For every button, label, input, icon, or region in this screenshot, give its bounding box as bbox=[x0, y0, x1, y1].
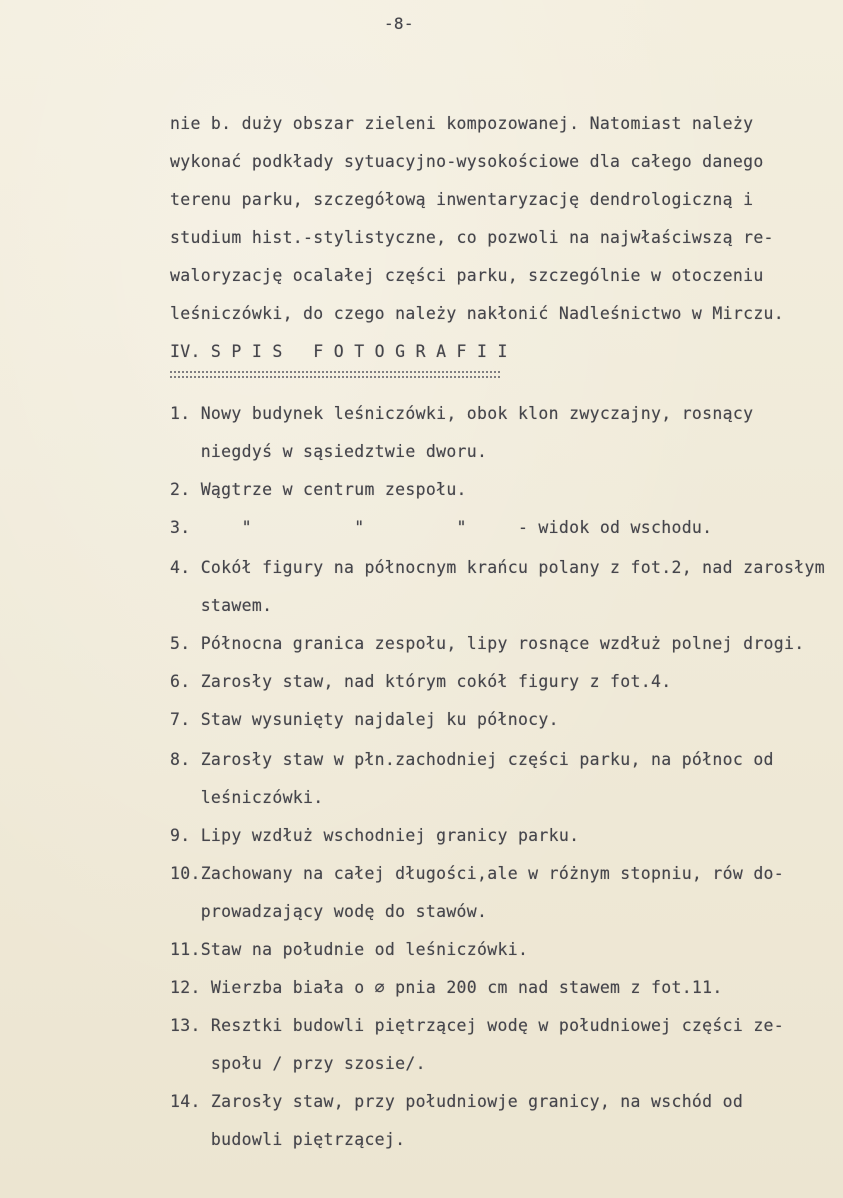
photo-list-item: 14. Zarosły staw, przy południowje granicy, na wschód od bbox=[170, 1092, 744, 1111]
photo-list-item: 9. Lipy wzdłuż wschodniej granicy parku. bbox=[170, 826, 580, 845]
photo-list-item-continuation: budowli piętrzącej. bbox=[170, 1130, 406, 1149]
paragraph-line: studium hist.-stylistyczne, co pozwoli na najwłaściwszą re- bbox=[170, 228, 774, 247]
paragraph-line: leśniczówki, do czego należy nakłonić Nadleśnictwo w Mirczu. bbox=[170, 304, 785, 323]
section-heading: IV. S P I S F O T O G R A F I I bbox=[170, 342, 508, 361]
paragraph-line: wykonać podkłady sytuacyjno-wysokościowe dla całego danego bbox=[170, 152, 764, 171]
paragraph-line: terenu parku, szczegółową inwentaryzację dendrologiczną i bbox=[170, 190, 754, 209]
photo-list-item: 4. Cokół figury na północnym krańcu polany z fot.2, nad zarosłym bbox=[170, 558, 825, 577]
photo-list-item: 3. " " " - widok od wschodu. bbox=[170, 518, 713, 537]
photo-list-item-continuation: prowadzający wodę do stawów. bbox=[170, 902, 488, 921]
photo-list-item: 2. Wągtrze w centrum zespołu. bbox=[170, 480, 467, 499]
photo-list-item: 8. Zarosły staw w płn.zachodniej części parku, na północ od bbox=[170, 750, 774, 769]
paragraph-line: nie b. duży obszar zieleni kompozowanej. Natomiast należy bbox=[170, 114, 754, 133]
photo-list-item: 5. Północna granica zespołu, lipy rosnące wzdłuż polnej drogi. bbox=[170, 634, 805, 653]
page-number: -8- bbox=[384, 14, 414, 33]
photo-list-item-continuation: społu / przy szosie/. bbox=[170, 1054, 426, 1073]
photo-list-item: 7. Staw wysunięty najdalej ku północy. bbox=[170, 710, 559, 729]
photo-list-item: 12. Wierzba biała o ∅ pnia 200 cm nad stawem z fot.11. bbox=[170, 978, 723, 997]
photo-list-item: 1. Nowy budynek leśniczówki, obok klon zwyczajny, rosnący bbox=[170, 404, 754, 423]
heading-underline bbox=[170, 371, 500, 373]
photo-list-item-continuation: stawem. bbox=[170, 596, 273, 615]
photo-list-item: 6. Zarosły staw, nad którym cokół figury z fot.4. bbox=[170, 672, 672, 691]
paragraph-line: waloryzację ocalałej części parku, szczególnie w otoczeniu bbox=[170, 266, 764, 285]
photo-list-item: 11.Staw na południe od leśniczówki. bbox=[170, 940, 529, 959]
heading-underline bbox=[170, 376, 500, 378]
photo-list-item-continuation: niegdyś w sąsiedztwie dworu. bbox=[170, 442, 488, 461]
photo-list-item-continuation: leśniczówki. bbox=[170, 788, 324, 807]
photo-list-item: 13. Resztki budowli piętrzącej wodę w południowej części ze- bbox=[170, 1016, 785, 1035]
photo-list-item: 10.Zachowany na całej długości,ale w różnym stopniu, rów do- bbox=[170, 864, 785, 883]
